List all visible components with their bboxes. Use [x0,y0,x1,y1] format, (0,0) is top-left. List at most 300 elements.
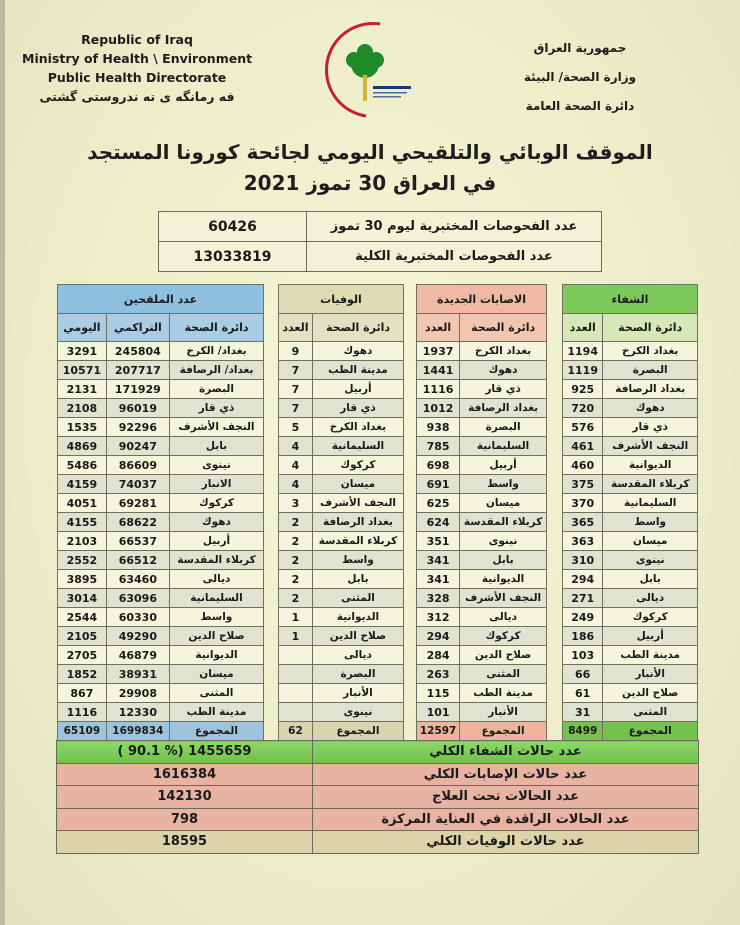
cases-title: الاصابات الجديدة [417,285,547,314]
cell-dept: ديالى [603,589,698,608]
col-header-dept: دائرة الصحة [169,314,263,342]
table-row [563,703,698,722]
table-row [417,380,547,399]
cell-count: 363 [563,532,603,551]
table-row [58,418,264,437]
cell-count: 61 [563,684,603,703]
cell-dept: النجف الأشرف [603,437,698,456]
page-edge [0,0,5,925]
cell-dept: ميسان [169,665,263,684]
table-row [417,342,547,361]
table-row [279,608,404,627]
table-row [417,437,547,456]
cell-dept: النجف الأشرف [169,418,263,437]
cell-dept: صلاح الدين [312,627,403,646]
table-row [563,456,698,475]
table-row [279,361,404,380]
cell-dept: الأنبار [603,665,698,684]
cell-daily: 2108 [58,399,107,418]
cell-count: 310 [563,551,603,570]
cell-daily: 2103 [58,532,107,551]
cell-daily: 4159 [58,475,107,494]
cell-dept: صلاح الدين [169,627,263,646]
col-header-dept: دائرة الصحة [312,314,403,342]
cell-count: 5 [279,418,313,437]
tests-value: 60426 [159,212,307,242]
cell-count: 3 [279,494,313,513]
cell-cumulative: 96019 [106,399,169,418]
summary-label: عدد حالات الإصابات الكلي [313,763,699,786]
cell-daily: 4051 [58,494,107,513]
col-header-dept: دائرة الصحة [460,314,547,342]
cell-count: 4 [279,456,313,475]
table-row [58,684,264,703]
cell-dept: البصرة [169,380,263,399]
cell-dept: أربيل [312,380,403,399]
cell-count [279,665,313,684]
header-english-line: Republic of Iraq [81,32,193,47]
summary-row [57,831,699,854]
header-arabic-line: دائرة الصحة العامة [525,99,635,113]
cell-daily: 5486 [58,456,107,475]
table-row [417,684,547,703]
cell-cumulative: 46879 [106,646,169,665]
cell-count: 66 [563,665,603,684]
col-header-cumulative: التراكمي [106,314,169,342]
table-row [279,456,404,475]
cell-dept: دهوك [169,513,263,532]
table-row [58,475,264,494]
cell-dept: النجف الأشرف [460,589,547,608]
cell-cumulative: 92296 [106,418,169,437]
table-row [58,665,264,684]
cell-dept: نينوى [603,551,698,570]
table-row [417,665,547,684]
cell-count: 2 [279,513,313,532]
cell-count: 785 [417,437,460,456]
cell-dept: كربلاء المقدسة [169,551,263,570]
report-title: الموقف الوبائي والتلقيحي اليومي لجائحة كورونا المستجد [87,140,653,164]
cell-cumulative: 207717 [106,361,169,380]
cell-count: 263 [417,665,460,684]
cell-dept: الديوانية [169,646,263,665]
col-header-count: العدد [417,314,460,342]
table-row [563,532,698,551]
cell-dept: البصرة [312,665,403,684]
summary-row [57,786,699,809]
cell-count [279,646,313,665]
cell-count: 7 [279,399,313,418]
table-row [279,437,404,456]
cell-dept: ميسان [603,532,698,551]
table-row [279,646,404,665]
table-row [563,342,698,361]
table-row [58,627,264,646]
cell-count [279,703,313,722]
total-label: المجموع [169,722,263,741]
table-row [417,551,547,570]
summary-row [57,741,699,764]
table-row [417,475,547,494]
table-row [417,399,547,418]
cell-dept: بغداد الرصافة [460,399,547,418]
cell-dept: ميسان [312,475,403,494]
table-row [58,342,264,361]
cell-cumulative: 63460 [106,570,169,589]
table-row [417,456,547,475]
header-english-line: Public Health Directorate [47,70,227,85]
cell-count: 576 [563,418,603,437]
recovery-title: الشفاء [563,285,698,314]
tests-label: عدد الفحوصات المختبرية ليوم 30 تموز [307,212,602,242]
cell-dept: الانبار [169,475,263,494]
header-arabic [510,34,650,121]
table-row [58,551,264,570]
cell-daily: 4155 [58,513,107,532]
cell-dept: ميسان [460,494,547,513]
cell-dept: نينوى [169,456,263,475]
cell-dept: السليمانية [312,437,403,456]
total-row [563,722,698,741]
table-row [58,646,264,665]
cell-dept: نينوى [460,532,547,551]
table-row [563,684,698,703]
cell-count: 101 [417,703,460,722]
cell-daily: 1852 [58,665,107,684]
cell-dept: دهوك [312,342,403,361]
cell-dept: بابل [603,570,698,589]
totals-summary-table [56,740,699,854]
total-row [279,722,404,741]
cell-dept: بغداد الكرخ [603,342,698,361]
table-row [279,703,404,722]
cell-count: 2 [279,551,313,570]
cell-dept: ذي قار [169,399,263,418]
cell-cumulative: 66537 [106,532,169,551]
cell-count: 294 [563,570,603,589]
col-header-count: العدد [279,314,313,342]
cell-cumulative: 66512 [106,551,169,570]
table-row [417,361,547,380]
table-row [58,608,264,627]
cell-daily: 2105 [58,627,107,646]
cell-daily: 1535 [58,418,107,437]
logo-tree-trunk [363,75,367,101]
cell-dept: الديوانية [312,608,403,627]
table-row [563,513,698,532]
col-header-count: العدد [563,314,603,342]
header-english [22,30,252,106]
cell-count: 1119 [563,361,603,380]
table-row [279,399,404,418]
cell-dept: بغداد الكرخ [312,418,403,437]
table-row [563,665,698,684]
recovery-table [562,284,698,741]
cell-count: 925 [563,380,603,399]
table-row [58,361,264,380]
table-row [58,703,264,722]
cell-dept: السليمانية [169,589,263,608]
cell-count: 284 [417,646,460,665]
table-row [58,399,264,418]
vaccinated-table [57,284,264,741]
table-row [417,570,547,589]
cell-dept: المثنى [460,665,547,684]
summary-value: 18595 [57,831,313,854]
cell-dept: بغداد الرصافة [312,513,403,532]
table-row [58,513,264,532]
cell-dept: كربلاء المقدسة [312,532,403,551]
cell-dept: المثنى [312,589,403,608]
cell-dept: دهوك [603,399,698,418]
table-row [563,646,698,665]
header-arabic-line: وزارة الصحة/ البيئة [523,70,637,84]
total-daily: 65109 [58,722,107,741]
cell-dept: كركوك [169,494,263,513]
cell-dept: السليمانية [603,494,698,513]
cell-dept: بابل [312,570,403,589]
summary-value: ( 90.1 %) 1455659 [57,741,313,764]
cell-cumulative: 12330 [106,703,169,722]
table-row [58,456,264,475]
table-row [417,418,547,437]
report-date: في العراق 30 تموز 2021 [243,171,497,195]
cell-dept: ذي قار [460,380,547,399]
cell-dept: أربيل [169,532,263,551]
cell-count: 1012 [417,399,460,418]
table-row [417,532,547,551]
total-label: المجموع [460,722,547,741]
cell-count: 370 [563,494,603,513]
summary-value: 142130 [57,786,313,809]
summary-label: عدد حالات الوفيات الكلي [313,831,699,854]
cell-count: 691 [417,475,460,494]
cell-count: 186 [563,627,603,646]
cell-daily: 2131 [58,380,107,399]
cell-count: 1 [279,608,313,627]
summary-row [57,763,699,786]
col-header-daily: اليومي [58,314,107,342]
cell-dept: واسط [460,475,547,494]
cell-count: 271 [563,589,603,608]
cell-cumulative: 49290 [106,627,169,646]
cell-count: 624 [417,513,460,532]
table-row [58,494,264,513]
cell-dept: السليمانية [460,437,547,456]
cell-count: 7 [279,380,313,399]
cell-count: 365 [563,513,603,532]
table-row [563,570,698,589]
cell-dept: المثنى [169,684,263,703]
summary-label: عدد الحالات الراقدة في العناية المركزة [313,808,699,831]
table-row [417,646,547,665]
cell-count: 460 [563,456,603,475]
cell-daily: 3291 [58,342,107,361]
cell-dept: الديوانية [603,456,698,475]
vaccinated-title: عدد الملقحين [58,285,264,314]
cell-count: 4 [279,475,313,494]
cell-count: 328 [417,589,460,608]
table-row [563,551,698,570]
table-row [417,513,547,532]
cell-count: 375 [563,475,603,494]
total-label: المجموع [603,722,698,741]
table-row [563,475,698,494]
table-row [279,418,404,437]
col-header-dept: دائرة الصحة [603,314,698,342]
table-row [563,494,698,513]
cell-daily: 2544 [58,608,107,627]
cell-daily: 1116 [58,703,107,722]
cell-dept: كربلاء المقدسة [603,475,698,494]
cell-cumulative: 74037 [106,475,169,494]
table-row [279,551,404,570]
cell-cumulative: 38931 [106,665,169,684]
header-english-line: Ministry of Health \ Environment [22,51,253,66]
cell-dept: بغداد الكرخ [460,342,547,361]
table-row [279,665,404,684]
cell-dept: كركوك [603,608,698,627]
table-row [563,437,698,456]
cell-count: 2 [279,589,313,608]
cell-count: 698 [417,456,460,475]
cell-dept: البصرة [460,418,547,437]
cell-dept: بغداد/ الكرخ [169,342,263,361]
table-row [58,437,264,456]
cell-cumulative: 60330 [106,608,169,627]
table-row [279,475,404,494]
cell-cumulative: 29908 [106,684,169,703]
total-value: 8499 [563,722,603,741]
lab-tests-table [158,211,602,272]
cell-dept: صلاح الدين [603,684,698,703]
cell-count: 341 [417,570,460,589]
new-cases-table [416,284,547,741]
cell-count: 4 [279,437,313,456]
table-row [563,589,698,608]
table-row [58,532,264,551]
total-row [417,722,547,741]
cell-dept: مدينة الطب [460,684,547,703]
total-row [58,722,264,741]
cell-count: 312 [417,608,460,627]
table-row [58,589,264,608]
cell-daily: 867 [58,684,107,703]
cell-count: 1937 [417,342,460,361]
cell-dept: البصرة [603,361,698,380]
cell-dept: بابل [169,437,263,456]
cell-daily: 3014 [58,589,107,608]
cell-count: 294 [417,627,460,646]
cell-cumulative: 69281 [106,494,169,513]
total-value: 12597 [417,722,460,741]
cell-dept: واسط [603,513,698,532]
cell-dept: أربيل [460,456,547,475]
table-row [279,684,404,703]
deaths-table [278,284,404,741]
cell-count: 1441 [417,361,460,380]
cell-daily: 10571 [58,361,107,380]
table-row [279,494,404,513]
total-value: 62 [279,722,313,741]
summary-label: عدد حالات الشفاء الكلي [313,741,699,764]
cell-dept: الأنبار [460,703,547,722]
tests-row-daily [159,212,602,242]
cell-count [279,684,313,703]
table-row [279,570,404,589]
table-row [279,589,404,608]
cell-cumulative: 245804 [106,342,169,361]
cell-count: 461 [563,437,603,456]
table-row [58,570,264,589]
tests-label: عدد الفحوصات المختبرية الكلية [307,242,602,272]
cell-count: 351 [417,532,460,551]
cell-dept: كركوك [312,456,403,475]
cell-dept: ديالى [460,608,547,627]
cell-dept: واسط [312,551,403,570]
cell-count: 938 [417,418,460,437]
table-row [563,608,698,627]
summary-label: عدد الحالات تحت العلاج [313,786,699,809]
cell-dept: مدينة الطب [169,703,263,722]
cell-count: 115 [417,684,460,703]
table-row [417,703,547,722]
cell-daily: 2552 [58,551,107,570]
cell-cumulative: 171929 [106,380,169,399]
cell-daily: 4869 [58,437,107,456]
cell-count: 7 [279,361,313,380]
cell-count: 103 [563,646,603,665]
cell-dept: بابل [460,551,547,570]
cell-dept: صلاح الدين [460,646,547,665]
table-row [279,532,404,551]
cell-count: 9 [279,342,313,361]
cell-daily: 3895 [58,570,107,589]
cell-dept: أربيل [603,627,698,646]
cell-count: 249 [563,608,603,627]
cell-count: 625 [417,494,460,513]
cell-cumulative: 86609 [106,456,169,475]
tests-row-total [159,242,602,272]
table-row [563,380,698,399]
cell-dept: مدينة الطب [312,361,403,380]
table-row [58,380,264,399]
cell-dept: بغداد/ الرصافة [169,361,263,380]
cell-dept: بغداد الرصافة [603,380,698,399]
cell-dept: كربلاء المقدسة [460,513,547,532]
cell-dept: النجف الأشرف [312,494,403,513]
cell-dept: مدينة الطب [603,646,698,665]
summary-value: 1616384 [57,763,313,786]
header-arabic-line: جمهورية العراق [533,41,627,55]
table-row [563,361,698,380]
table-row [279,342,404,361]
total-label: المجموع [312,722,403,741]
cell-count: 341 [417,551,460,570]
table-row [563,627,698,646]
cell-dept: الأنبار [312,684,403,703]
header-kurdish-line: فه رمانگه ى ته ندروستى گشتى [39,89,235,104]
cell-dept: ديالى [312,646,403,665]
cell-count: 2 [279,532,313,551]
cell-daily: 2705 [58,646,107,665]
table-row [417,608,547,627]
cell-dept: كركوك [460,627,547,646]
cell-count: 720 [563,399,603,418]
table-row [417,627,547,646]
cell-dept: المثنى [603,703,698,722]
cell-dept: دهوك [460,361,547,380]
